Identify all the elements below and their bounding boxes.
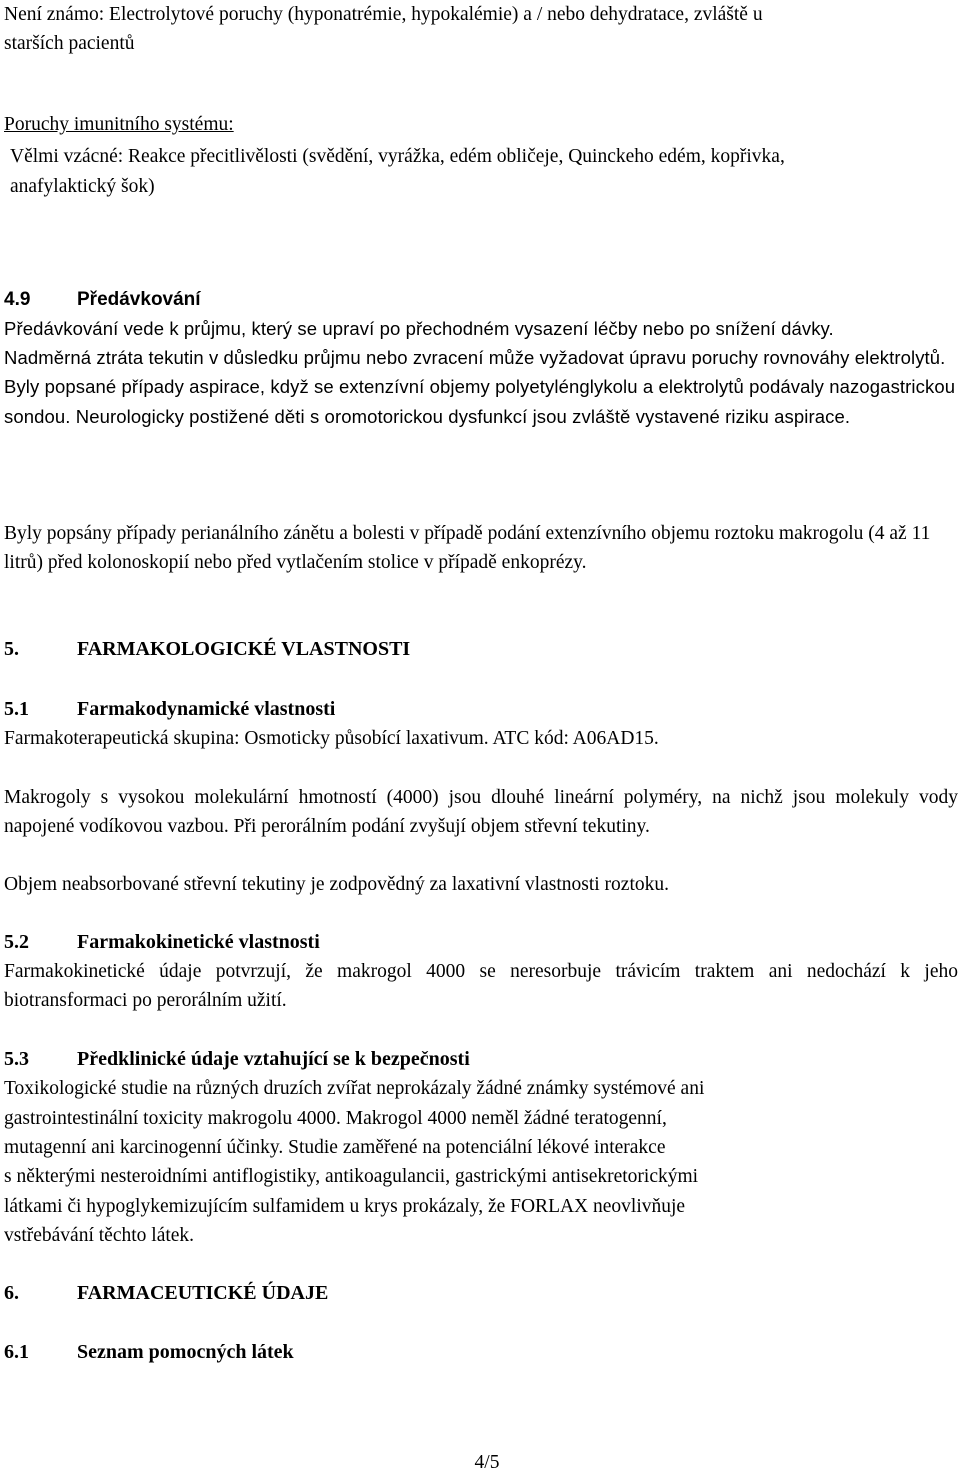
section-title: Předklinické údaje vztahující se k bezpečnosti [77,1048,470,1070]
paragraph-line: gastrointestinální toxicity makrogolu 4000. Makrogol 4000 neměl žádné teratogenní, [4,1108,667,1129]
section-heading-5-2 [4,928,320,957]
section-number: 5. [4,638,19,660]
section-title: FARMACEUTICKÉ ÚDAJE [77,1282,329,1304]
section-title: FARMAKOLOGICKÉ VLASTNOSTI [77,638,411,660]
section-heading-5-1 [4,695,335,724]
paragraph: Farmakoterapeutická skupina: Osmoticky působící laxativum. ATC kód: A06AD15. [4,728,659,749]
paragraph-line: mutagenní ani karcinogenní účinky. Studie zaměřené na potenciální lékové interakce [4,1137,666,1158]
paragraph-line: Vělmi vzácné: Reakce přecitlivělosti (svědění, vyrážka, edém obličeje, Quinckeho edém, kopřivka, [10,146,785,167]
section-heading-5 [4,635,410,664]
paragraph: Farmakokinetické údaje potvrzují, že makrogol 4000 se neresorbuje trávicím traktem ani nedochází k jeho biotransformaci po perorálním užití. [4,961,958,1012]
section-heading-6 [4,1279,328,1308]
paragraph: Makrogoly s vysokou molekulární hmotností (4000) jsou dlouhé lineární polyméry, na nichž jsou molekuly vody napojené vodíkovou vazbou. Při perorálním podání zvyšují objem střevní tekutiny. [4,787,958,838]
paragraph [4,314,958,431]
section-number: 6. [4,1282,19,1304]
page-number: 4/5 [474,1452,500,1473]
section-heading-6-1 [4,1338,294,1367]
section-title: Předávkování [77,289,201,310]
section-number: 5.1 [4,698,29,720]
paragraph: Byly popsány případy perianálního zánětu a bolesti v případě podání extenzívního objemu roztoku makrogolu (4 až 11 litrů) před kolonoskopií nebo před vytlačením stolice v případě enkoprézy. [4,523,931,574]
paragraph: Objem neabsorbované střevní tekutiny je zodpovědný za laxativní vlastnosti roztoku. [4,874,669,895]
immune-heading: Poruchy imunitního systému: [4,114,234,135]
section-number: 5.2 [4,931,29,953]
section-subheading [4,110,958,139]
paragraph-line: Není známo: Electrolytové poruchy (hyponatrémie, hypokalémie) a / nebo dehydratace, zvláště u [4,4,763,25]
section-title: Farmakokinetické vlastnosti [77,931,320,953]
section-heading-4-9 [4,285,201,314]
paragraph-text: Předávkování vede k průjmu, který se upraví po přechodném vysazení léčby nebo po snížení dávky. [4,318,834,339]
section-heading-5-3 [4,1045,470,1074]
paragraph-line: Toxikologické studie na různých druzích zvířat neprokázaly žádné známky systémové ani [4,1078,705,1099]
paragraph-text [4,372,958,430]
paragraph-line: anafylaktický šok) [10,176,155,197]
section-title: Farmakodynamické vlastnosti [77,698,336,720]
paragraph-line: látkami či hypoglykemizujícím sulfamidem u krys prokázaly, že FORLAX neovlivňuje [4,1196,686,1217]
section-number: 6.1 [4,1341,29,1363]
paragraph-line: vstřebávání těchto látek. [4,1225,195,1246]
paragraph-line: starších pacientů [4,33,135,54]
paragraph-text: Byly popsané případy aspirace, když se extenzívní objemy polyetylénglykolu a elektrolytů podávaly nazogastrickou sondou. [4,376,956,427]
paragraph-line: s některými nesteroidními antiflogistiky, antikoagulancii, gastrickými antisekretorickými [4,1166,699,1187]
paragraph-text: Neurologicky postižené děti s oromotorickou dysfunkcí jsou zvláště vystavené riziku aspirace. [70,405,851,427]
section-number: 4.9 [4,289,31,310]
section-title: Seznam pomocných látek [77,1341,294,1363]
section-number: 5.3 [4,1048,29,1070]
paragraph-text: Nadměrná ztráta tekutin v důsledku průjmu nebo zvracení může vyžadovat úpravu poruchy rovnováhy elektrolytů. [4,347,946,369]
